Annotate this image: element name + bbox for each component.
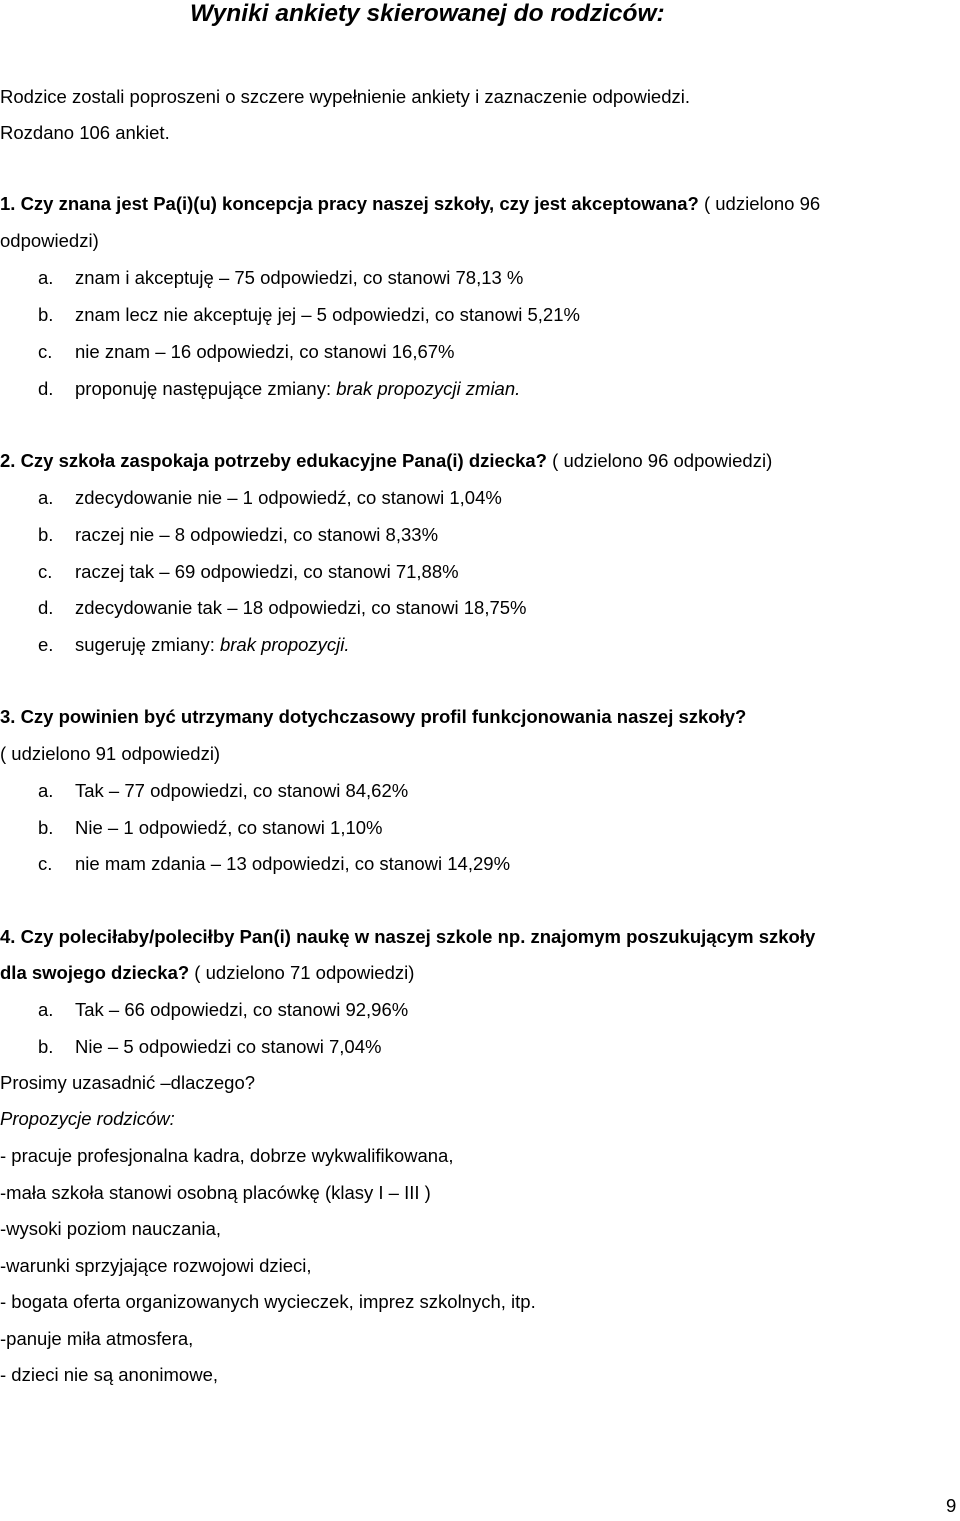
answer-letter: b. — [38, 304, 54, 325]
answer-text: Nie – 1 odpowiedź, co stanowi 1,10% — [75, 817, 383, 838]
answer-letter: c. — [38, 853, 53, 874]
answer-text — [75, 634, 350, 656]
question-2-text: 2. Czy szkoła zaspokaja potrzeby edukacyjne Pana(i) dziecka? — [0, 450, 547, 471]
proposal-item: - bogata oferta organizowanych wycieczek, imprez szkolnych, itp. — [0, 1291, 536, 1312]
answer-letter: a. — [38, 267, 54, 288]
question-3-count: ( udzielono 91 odpowiedzi) — [0, 743, 221, 764]
proposals-label: Propozycje rodziców: — [0, 1108, 175, 1129]
question-4-text-cont: dla swojego dziecka? — [0, 962, 190, 983]
question-3-text: 3. Czy powinien być utrzymany dotychczasowy profil funkcjonowania naszej szkoły? — [0, 706, 747, 727]
answer-letter: c. — [38, 561, 53, 582]
answer-text-italic: brak propozycji. — [219, 634, 350, 655]
question-1-count-cont: odpowiedzi) — [0, 230, 99, 251]
answer-letter: b. — [38, 1036, 54, 1057]
intro-line: Rodzice zostali poproszeni o szczere wypełnienie ankiety i zaznaczenie odpowiedzi. — [0, 86, 691, 107]
question-1-count: ( udzielono 96 — [698, 193, 821, 214]
answer-text: zdecydowanie nie – 1 odpowiedź, co stanowi 1,04% — [75, 487, 502, 508]
question-4-text: 4. Czy poleciłaby/poleciłby Pan(i) naukę w naszej szkole np. znajomym poszukującym szkoły — [0, 926, 816, 947]
answer-text: raczej tak – 69 odpowiedzi, co stanowi 71,88% — [75, 561, 459, 582]
answer-text: znam i akceptuję – 75 odpowiedzi, co stanowi 78,13 % — [75, 267, 524, 288]
answer-text — [75, 378, 520, 400]
answer-letter: b. — [38, 817, 54, 838]
page-number: 9 — [946, 1495, 957, 1516]
proposal-item: -warunki sprzyjające rozwojowi dzieci, — [0, 1255, 312, 1276]
proposal-item: - pracuje profesjonalna kadra, dobrze wykwalifikowana, — [0, 1145, 454, 1166]
question-4-count: ( udzielono 71 odpowiedzi) — [189, 962, 415, 983]
proposal-item: -mała szkoła stanowi osobną placówkę (klasy I – III ) — [0, 1182, 431, 1203]
answer-text: nie mam zdania – 13 odpowiedzi, co stanowi 14,29% — [75, 853, 511, 874]
question-2 — [0, 450, 772, 472]
question-1-text: 1. Czy znana jest Pa(i)(u) koncepcja pracy naszej szkoły, czy jest akceptowana? — [0, 193, 699, 214]
proposal-item: -panuje miła atmosfera, — [0, 1328, 194, 1349]
answer-text: Nie – 5 odpowiedzi co stanowi 7,04% — [75, 1036, 382, 1057]
answer-text-plain: sugeruję zmiany: — [75, 634, 220, 655]
answer-letter: a. — [38, 999, 54, 1020]
answer-letter: d. — [38, 597, 54, 618]
proposal-item: - dzieci nie są anonimowe, — [0, 1364, 218, 1385]
proposal-item: -wysoki poziom nauczania, — [0, 1218, 222, 1239]
answer-text-plain: proponuję następujące zmiany: — [75, 378, 337, 399]
justify-prompt: Prosimy uzasadnić –dlaczego? — [0, 1072, 256, 1093]
answer-letter: c. — [38, 341, 53, 362]
question-1 — [0, 193, 820, 215]
answer-text-italic: brak propozycji zmian. — [336, 378, 521, 399]
page-title: Wyniki ankiety skierowanej do rodziców: — [190, 0, 665, 27]
answer-text: zdecydowanie tak – 18 odpowiedzi, co stanowi 18,75% — [75, 597, 527, 618]
answer-letter: b. — [38, 524, 54, 545]
answer-letter: d. — [38, 378, 54, 399]
answer-letter: e. — [38, 634, 54, 655]
answer-letter: a. — [38, 780, 54, 801]
answer-letter: a. — [38, 487, 54, 508]
intro-line: Rozdano 106 ankiet. — [0, 122, 170, 143]
question-2-count: ( udzielono 96 odpowiedzi) — [547, 450, 773, 471]
answer-text: nie znam – 16 odpowiedzi, co stanowi 16,67% — [75, 341, 455, 362]
answer-text: Tak – 66 odpowiedzi, co stanowi 92,96% — [75, 999, 409, 1020]
answer-text: Tak – 77 odpowiedzi, co stanowi 84,62% — [75, 780, 409, 801]
question-4-cont — [0, 962, 414, 984]
answer-text: znam lecz nie akceptuję jej – 5 odpowiedzi, co stanowi 5,21% — [75, 304, 580, 325]
answer-text: raczej nie – 8 odpowiedzi, co stanowi 8,33% — [75, 524, 439, 545]
